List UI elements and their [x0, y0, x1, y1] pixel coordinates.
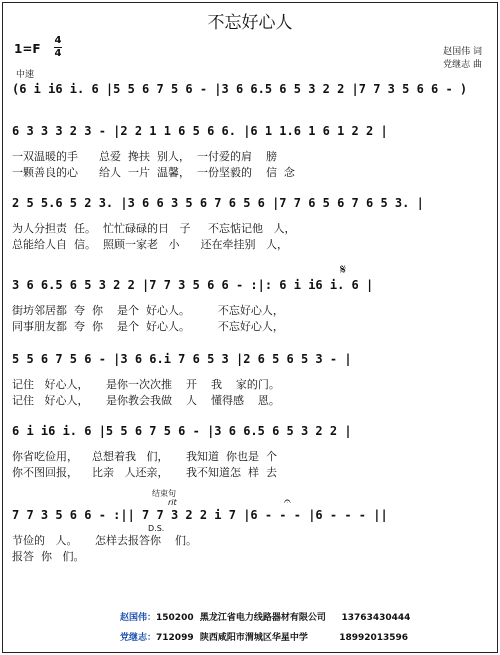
- notation-line: 6 3 3 3 2 3 - |2 2 1 1 6 5 6 6. |6 1 1.6 1 6 1 2 2 |: [12, 124, 388, 138]
- notation-line: 5 5 6 7 5 6 - |3 6 6.i 7 6 5 3 |2 6 5 6 5 3 - |: [12, 352, 352, 366]
- key-signature: 1=F: [14, 42, 41, 56]
- fermata-sign: 𝄐: [284, 494, 291, 508]
- notation-line: 2 5 5.6 5 2 3. |3 6 6 3 5 6 7 6 5 6 |7 7 6 5 6 7 6 5 3. |: [12, 196, 424, 210]
- ds-marking: D.S.: [148, 524, 165, 533]
- lyric-verse-2: 同事朋友都 夸 你 是个 好心人。 不忘好心人，: [12, 320, 284, 333]
- lyric-verse-2: 报答 你 们。: [12, 550, 85, 563]
- lyric-verse-1: 街坊邻居都 夸 你 是个 好心人。 不忘好心人，: [12, 304, 284, 317]
- time-signature-bottom: 4: [54, 48, 62, 59]
- notation-line: 3 6 6.5 6 5 3 2 2 |7 7 3 5 6 6 - :|: 6 i i6 i. 6 |: [12, 278, 374, 292]
- lyricist-credit: 赵国伟 词: [443, 47, 482, 57]
- notation-line: 6 i i6 i. 6 |5 5 6 7 5 6 - |3 6 6.5 6 5 3 2 2 |: [12, 424, 352, 438]
- notation-line: 7 7 3 5 6 6 - :|| 7 7 3 2 2 i 7 |6 - - - |6 - - - ||: [12, 508, 388, 522]
- song-title: 不忘好心人: [207, 13, 293, 33]
- footer-line-lyricist: [120, 610, 410, 623]
- lyric-verse-1: 为人分担责 任。 忙忙碌碌的日 子 不忘惦记他 人，: [12, 222, 296, 235]
- footer-contact: 712099 陕西咸阳市渭城区华星中学 18992013596: [156, 633, 409, 643]
- score-row: [12, 124, 488, 178]
- lyric-verse-2: 你不图回报， 比亲 人还亲， 我不知道怎 样 去: [12, 466, 277, 479]
- ending-label: 结束句: [152, 489, 176, 498]
- lyric-verse-1: 节俭的 人。 怎样去报答你 们。: [12, 534, 197, 547]
- rit-marking: rit: [168, 498, 177, 507]
- composer-credit: 党继志 曲: [443, 60, 482, 70]
- footer-name: 赵国伟：: [120, 613, 157, 623]
- lyric-verse-2: 总能给人自 信。 照顾一家老 小 还在牵挂别 人，: [12, 238, 288, 251]
- score-row-ending: [12, 489, 488, 563]
- footer-line-composer: [120, 630, 408, 643]
- score-row: [12, 352, 488, 406]
- tempo-marking: 中速: [16, 70, 35, 80]
- score-row: [12, 424, 488, 478]
- lyric-verse-2: 记住 好心人， 是你教会我做 人 懂得感 恩。: [12, 394, 280, 407]
- segno-sign: 𝄋: [340, 262, 347, 278]
- notation-line: (6 i i6 i. 6 |5 5 6 7 5 6 - |3 6 6.5 6 5 3 2 2 |7 7 3 5 6 6 - ): [12, 82, 468, 96]
- lyric-verse-1: 一双温暖的手 总爱 搀扶 别人， 一付爱的肩 膀: [12, 150, 277, 163]
- lyric-verse-1: 记住 好心人， 是你一次次推 开 我 家的门。: [12, 378, 280, 391]
- time-signature-top: 4: [54, 35, 62, 46]
- time-signature: [54, 36, 62, 59]
- lyric-verse-1: 你省吃俭用， 总想着我 们， 我知道 你也是 个: [12, 450, 277, 463]
- score-row: [12, 262, 488, 333]
- footer-contact: 150200 黑龙江省电力线路器材有限公司 13763430444: [156, 613, 411, 623]
- footer-name: 党继志：: [120, 633, 157, 643]
- score-row: [12, 196, 488, 250]
- lyric-verse-2: 一颗善良的心 给人 一片 温馨， 一份坚毅的 信 念: [12, 166, 295, 179]
